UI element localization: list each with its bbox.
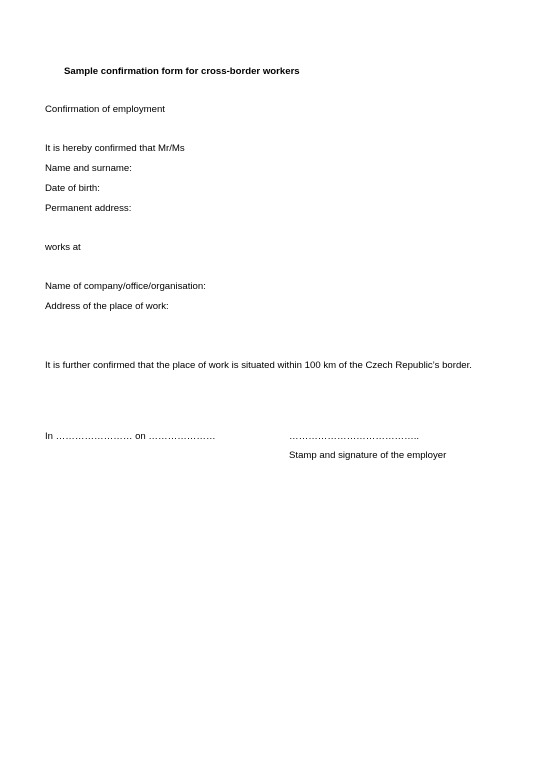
- signature-caption: Stamp and signature of the employer: [289, 450, 447, 461]
- name-label: Name and surname:: [45, 163, 132, 174]
- address-label: Permanent address:: [45, 203, 132, 214]
- signature-dotted-line: …………………………………..: [289, 431, 420, 442]
- further-confirm-paragraph: It is further confirmed that the place of work is situated within 100 km of the Czech Republic’s border.: [45, 360, 472, 371]
- place-date-line: In …………………… on …………………: [45, 431, 216, 442]
- works-at-text: works at: [45, 242, 81, 253]
- confirm-intro: It is hereby confirmed that Mr/Ms: [45, 143, 185, 154]
- form-heading: Confirmation of employment: [45, 104, 165, 115]
- workplace-label: Address of the place of work:: [45, 301, 169, 312]
- document-title: Sample confirmation form for cross-border workers: [64, 66, 300, 77]
- dob-label: Date of birth:: [45, 183, 100, 194]
- company-label: Name of company/office/organisation:: [45, 281, 206, 292]
